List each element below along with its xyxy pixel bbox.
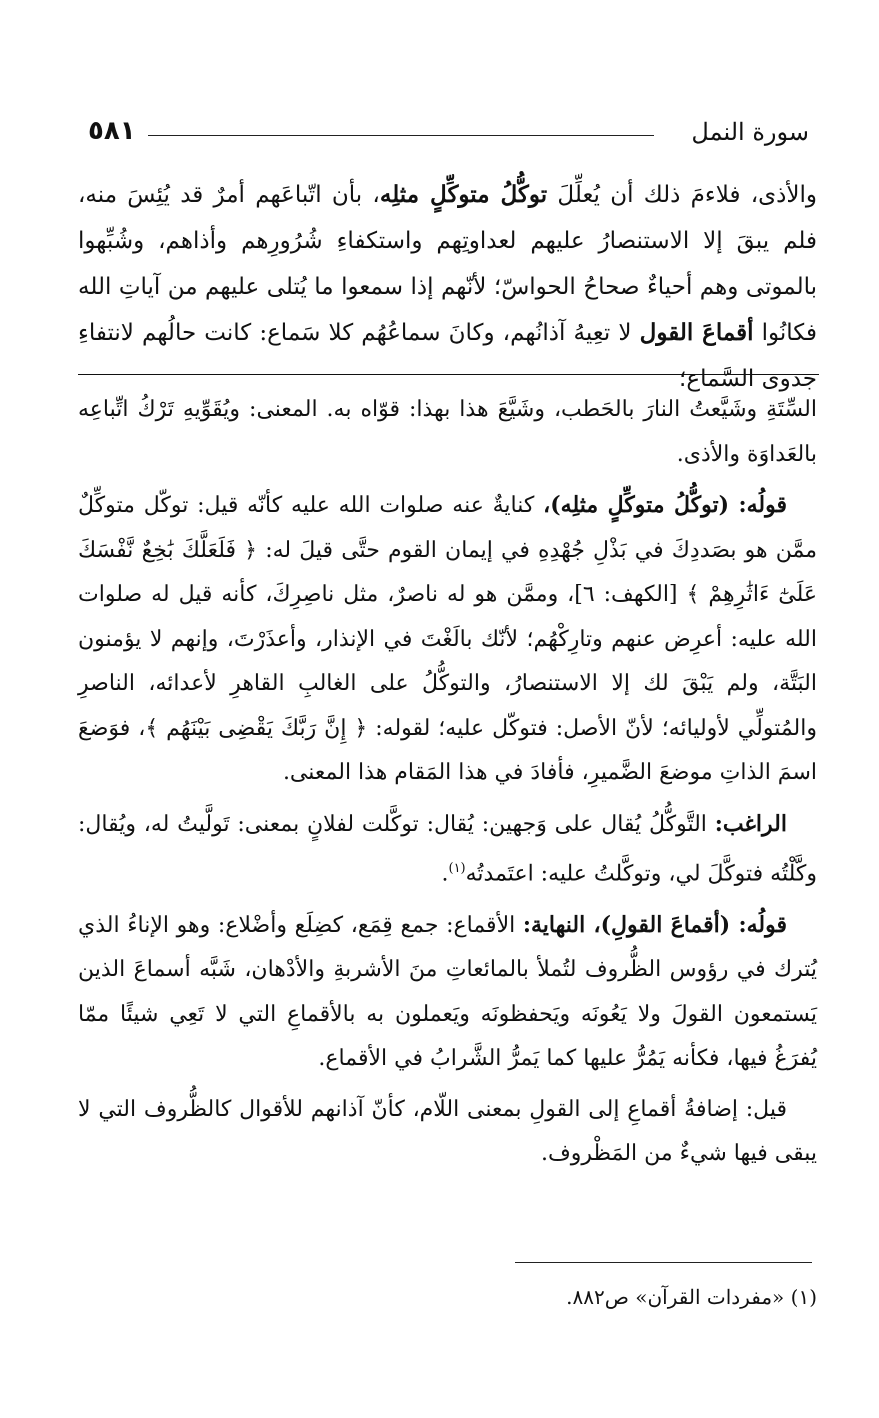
surah-title: سورة النمل [691, 118, 809, 146]
footnote-rule [515, 1262, 812, 1263]
section-divider [78, 374, 819, 375]
page-number: ٥٨١ [88, 116, 136, 146]
running-header [88, 118, 809, 150]
footnote-ref[interactable]: (١) [448, 861, 466, 876]
bold-phrase: أقماعَ القول [639, 319, 754, 346]
main-text [78, 172, 817, 402]
commentary [78, 388, 817, 1183]
commentary-paragraph: قولُه: (أقماعَ القولِ)، النهاية: الأقماع: جمع قِمَع، كضِلَع وأضْلاع: وهو الإناءُ الذي يُترك في رؤوس الظُّروف لتُملأ بالمائعاتِ منَ الأشربةِ والأدْهان، شَبَّه أسماعَ الذين يَستمعون القولَ ولا يَعُونَه ويَحفظونَه ويَعملون به بالأقماعِ التي لا تَعِي شيئًا ممّا يُفرَغُ فيها، فكأنه يَمُرُّ عليها كما يَمرُّ الشَّرابُ في الأقماع. [78, 911, 817, 1072]
lemma-label: قولُه: (توكُّلُ متوكِّلٍ مثلِه)، [543, 492, 787, 518]
commentary-paragraph: قولُه: (توكُّلُ متوكِّلٍ مثلِه)، كنايةٌ عنه صلوات الله عليه كأنّه قيل: توكّل متوكِّلٌ ممَّن هو بصَددِكَ في بَذْلِ جُهْدِهِ في إيمان القوم حتَّى قيلَ له: ﴿ فَلَعَلَّكَ بَٰخِعٌ نَّفْسَكَ عَلَىٰٓ ءَاثَٰرِهِمْ ﴾ [الكهف: ٦]، وممَّن هو له ناصرٌ، مثل ناصِرِكَ، كأنه قيل له صلوات الله عليه: أعرِض عنهم وتارِكْهُم؛ لأنّك بالَغْتَ في الإنذار، وأعذَرْتَ، وإنهم لا يؤمنون البَتَّة، ولم يَبْقَ لك إلا الاستنصارُ، والتوكُّلُ على الغالبِ القاهرِ لأعدائه، الناصرِ والمُتولِّي لأوليائه؛ لأنّ الأصل: فتوكّل عليه؛ لقوله: ﴿ إِنَّ رَبَّكَ يَقْضِى بَيْنَهُم ﴾، فوَضعَ اسمَ الذاتِ موضعَ الضَّميرِ، فأفادَ في هذا المَقام هذا المعنى. [78, 492, 818, 785]
commentary-paragraph: قيل: إضافةُ أقماعِ إلى القولِ بمعنى اللّام، كأنّ آذانهم للأقوال كالظُّروف التي لا يبقى فيها شيءٌ من المَظْروف. [78, 1096, 817, 1167]
header-rule [148, 135, 654, 136]
source-label: الراغب: [714, 810, 787, 837]
bold-phrase: توكُّلُ متوكِّلٍ مثلِه [379, 181, 548, 208]
commentary-paragraph: السِّتَةِ وشَيَّعتُ النارَ بالحَطب، وشَيَّعَ هذا بهذا: قوّاه به. المعنى: ويُقَوِّيهِ تَرْكُ اتِّباعِه بالعَداوَة والأذى. [78, 397, 817, 467]
main-paragraph: والأذى، فلاءمَ ذلك أن يُعلِّلَ توكُّلُ متوكِّلٍ مثلِه، بأن اتّباعَهم أمرٌ قد يُئِسَ منه، فلم يبقَ إلا الاستنصارُ عليهم لعداوتِهم واستكفاءِ شُرُورِهم وأذاهم، وشُبِّهوا بالموتى وهم أحياءٌ صحاحُ الحواسّ؛ لأنّهم إذا سمعوا ما يُتلى عليهم من آياتِ الله فكانُوا أقماعَ القول لا تعِيهُ آذانُهم، وكانَ سماعُهُم كلا سَماع: كانت حالُهم لانتفاءِ جدوى السَّماع؛ [78, 181, 818, 392]
commentary-paragraph: الراغب: التَّوكُّلُ يُقال على وَجهين: يُقال: توكَّلت لفلانٍ بمعنى: تَولَّيتُ له، ويُقال: وكَّلْتُه فتوكَّلَ لي، وتوكَّلتُ عليه: اعتَمدتُه$^{(١)}$. [78, 810, 817, 887]
lemma-label: قولُه: (أقماعَ القولِ)، النهاية: [522, 911, 787, 938]
footnote: (١) «مفردات القرآن» ص٨٨٢. [566, 1285, 817, 1309]
